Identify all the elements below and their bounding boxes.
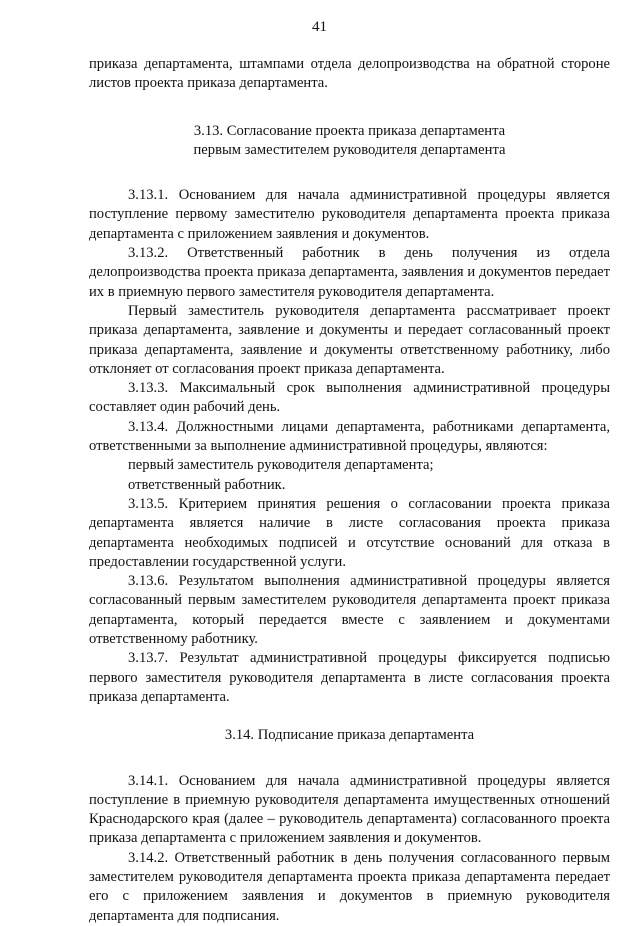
paragraph-3-13-5: 3.13.5. Критерием принятия решения о согласовании проекта приказа департамента является наличие в листе согласования проекта приказа департамента необходимых подписей и отсутствие оснований для отказа в предоставлении государственной услуги.: [89, 495, 610, 570]
paragraph-3-13-3: 3.13.3. Максимальный срок выполнения административной процедуры составляет один рабочий день.: [89, 380, 610, 416]
paragraph-3-14-1: 3.14.1. Основанием для начала административной процедуры является поступление в приемную руководителя департамента имущественных отношений Краснодарского края (далее – руководитель департамента) согласованного проекта приказа департамента с приложением заявления и документов.: [89, 772, 610, 847]
paragraph-3-13-7: 3.13.7. Результат административной процедуры фиксируется подписью первого заместителя руководителя департамента в листе согласования проекта приказа департамента.: [89, 650, 610, 705]
section-heading-3-13-line2: первым заместителем руководителя департамента: [193, 141, 506, 158]
list-item: первый заместитель руководителя департамента;: [128, 457, 434, 474]
document-body: [89, 55, 610, 926]
page-number: 41: [312, 19, 327, 35]
paragraph-3-13-2: 3.13.2. Ответственный работник в день получения из отдела делопроизводства проекта приказа департамента, заявления и документов передает их в приемную первого заместителя руководителя департамента.: [89, 245, 610, 300]
section-heading-3-13: [89, 122, 610, 161]
section-heading-3-13-line1: 3.13. Согласование проекта приказа департамента: [193, 122, 506, 139]
list-item: ответственный работник.: [128, 476, 286, 493]
paragraph-3-13-2-continued: Первый заместитель руководителя департамента рассматривает проект приказа департамента, заявление и документы и передает согласованный проект приказа департамента, заявление и документы ответственному работнику, либо отклоняет от согласования проект приказа департамента.: [89, 302, 610, 377]
paragraph-3-13-4: 3.13.4. Должностными лицами департамента, работниками департамента, ответственными за выполнение административной процедуры, являются:: [89, 418, 610, 455]
section-heading-3-14: 3.14. Подписание приказа департамента: [224, 727, 475, 744]
paragraph-3-13-6: 3.13.6. Результатом выполнения административной процедуры является согласованный первым заместителем руководителя департамента проект приказа департамента, который передается вместе с заявлением и документами ответственному работнику.: [89, 573, 610, 648]
paragraph-3-14-2: 3.14.2. Ответственный работник в день получения согласованного первым заместителем руководителя департамента проекта приказа департамента передает его с приложением заявления и документов в приемную руководителя департамента для подписания.: [89, 849, 610, 924]
paragraph-3-13-1: 3.13.1. Основанием для начала административной процедуры является поступление первому заместителю руководителя департамента проекта приказа департамента с приложением заявления и документов.: [89, 187, 610, 242]
intro-paragraph: приказа департамента, штампами отдела делопроизводства на обратной стороне листов проекта приказа департамента.: [89, 56, 610, 92]
